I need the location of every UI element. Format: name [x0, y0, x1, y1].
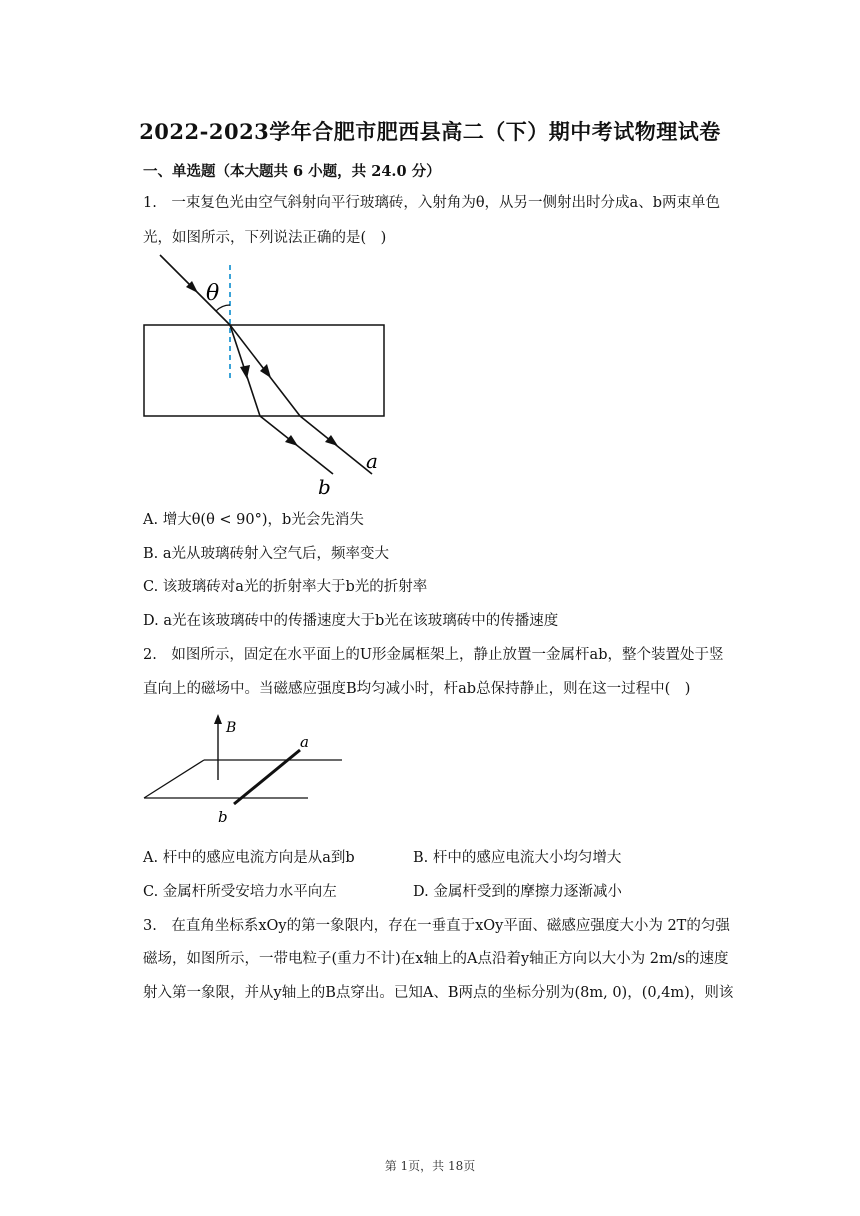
- rod-end-b-label: b: [218, 808, 228, 826]
- b-field-label: B: [226, 720, 237, 736]
- q2-option-b[interactable]: B. 杆中的感应电流大小均匀增大: [413, 850, 622, 866]
- ray-a-out-arrow: [325, 435, 338, 446]
- q2-option-a[interactable]: A. 杆中的感应电流方向是从a到b: [143, 850, 355, 866]
- section-heading: 一、单选题（本大题共 6 小题，共 24.0 分）: [143, 163, 441, 180]
- q1-option-d[interactable]: D. a光在该玻璃砖中的传播速度大于b光在该玻璃砖中的传播速度: [143, 613, 559, 629]
- q2-stem-line1: 2. 如图所示，固定在水平面上的U形金属框架上，静止放置一金属杆ab，整个装置处于竖: [143, 647, 724, 663]
- q1-option-b[interactable]: B. a光从玻璃砖射入空气后，频率变大: [143, 546, 390, 562]
- rod-end-a-label: a: [300, 733, 309, 751]
- theta-label: θ: [206, 281, 220, 306]
- q1-option-a[interactable]: A. 增大θ(θ < 90°)，b光会先消失: [143, 512, 364, 528]
- q2-stem-line2: 直向上的磁场中。当磁感应强度B均匀减小时，杆ab总保持静止，则在这一过程中( ): [143, 681, 691, 697]
- ray-b-label: b: [318, 475, 331, 499]
- q1-stem-line2: 光，如图所示，下列说法正确的是( ): [143, 230, 387, 246]
- q2-option-d[interactable]: D. 金属杆受到的摩擦力逐渐减小: [413, 884, 622, 900]
- rod-ab: [234, 750, 300, 804]
- q3-stem-line1: 3. 在直角坐标系xOy的第一象限内，存在一垂直于xOy平面、磁感应强度大小为 2T的匀强: [143, 918, 730, 934]
- q2-figure-u-frame: [140, 710, 350, 828]
- q2-option-c[interactable]: C. 金属杆所受安培力水平向左: [143, 884, 337, 900]
- q3-stem-line2: 磁场，如图所示，一带电粒子(重力不计)在x轴上的A点沿着y轴正方向以大小为 2m/s的速度: [143, 951, 729, 967]
- page-title: 2022-2023学年合肥市肥西县高二（下）期中考试物理试卷: [139, 119, 721, 144]
- q1-option-c[interactable]: C. 该玻璃砖对a光的折射率大于b光的折射率: [143, 579, 428, 595]
- ray-b-inside-arrow: [240, 365, 250, 379]
- frame-left-edge: [144, 760, 204, 798]
- ray-a-label: a: [366, 449, 378, 473]
- q1-stem-line1: 1. 一束复色光由空气斜射向平行玻璃砖，入射角为θ，从另一侧射出时分成a、b两束单色: [143, 195, 720, 211]
- q1-figure-glass-refraction: [140, 250, 390, 500]
- q3-stem-line3: 射入第一象限，并从y轴上的B点穿出。已知A、B两点的坐标分别为(8m, 0)，(0,4m)，则该: [143, 985, 734, 1001]
- page-footer: 第 1页，共 18页: [384, 1159, 476, 1173]
- b-field-arrowhead: [214, 714, 222, 724]
